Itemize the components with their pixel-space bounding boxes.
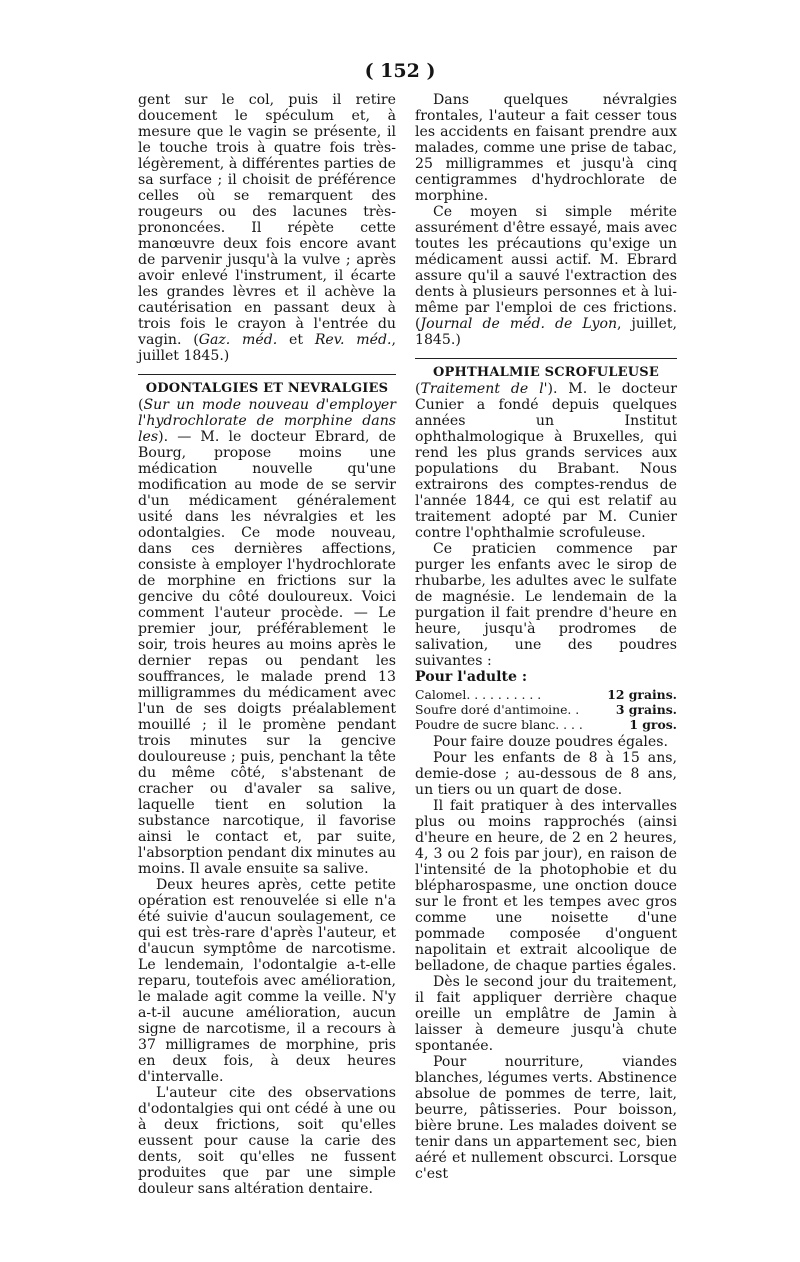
intro-text: gent sur le col, puis il retire doucement le spéculum et, à mesure que le vagin se présente, il le touche trois à quatre fois très-légèrement, à différentes parties de sa surface ; il choisit de préférence celles où se remarquent des rougeurs ou des lacunes très-prononcées. Il répète cette manœuvre deux fois encore avant de parvenir jusqu'à la vulve ; après avoir enlevé l'instrument, il écarte les grandes lèvres et il achève la cautérisation en passant deux à trois fois le crayon à l'entrée du vagin. (	[138, 92, 396, 348]
recipe-dose: 3 grains.	[615, 702, 677, 717]
intro-citation-2: Rev. méd.	[314, 332, 392, 348]
right-paragraph-2	[415, 204, 677, 348]
page-number: ( 152 )	[364, 60, 436, 82]
ophthalmie-paragraph-1	[415, 381, 677, 541]
intro-citation-joiner: et	[277, 332, 315, 348]
left-intro-paragraph	[138, 92, 396, 364]
recipe-ingredient: Poudre de sucre blanc. . . .	[415, 717, 583, 732]
odontalgies-paragraph-1	[138, 397, 396, 877]
recipe-dose: 1 gros.	[629, 717, 677, 732]
section-subtitle-ophthalmie: Traitement de l'	[420, 381, 548, 397]
subtitle-close: ).	[547, 381, 569, 397]
right-paragraph-2-text: Ce moyen si simple mérite assurément d'être essayé, mais avec toutes les précautions qu'exige un médicament aussi actif. M. Ebrard assure qu'il a sauvé l'extraction des dents à plusieurs personnes et à lui-même par l'emploi de ces frictions. (	[415, 204, 677, 332]
odontalgies-paragraph-2: Deux heures après, cette petite opération est renouvelée si elle n'a été suivie d'aucun soulagement, ce qui est très-rare d'après l'auteur, et d'aucun symptôme de narcotisme. Le lendemain, l'odontalgie a-t-elle reparu, toutefois avec amélioration, le malade agit comme la veille. N'y a-t-il aucune amélioration, aucun signe de narcotisme, il a recours à 37 milligrames de morphine, pris en deux fois, à deux heures d'intervalle.	[138, 877, 396, 1085]
ophthalmie-text: M. le docteur Cunier a fondé depuis quelques années un Institut ophthalmologique à Bruxelles, qui rend les plus grands services aux populations du Brabant. Nous extrairons des comptes-rendus de l'année 1844, ce qui est relatif au traitement adopté par M. Cunier contre l'ophthalmie scrofuleuse.	[415, 381, 677, 541]
recipe-list	[415, 687, 677, 732]
right-citation-end: , juillet, 1845.)	[415, 316, 677, 348]
intro-citation-end: , juillet 1845.)	[138, 332, 396, 364]
section-title-ophthalmie: OPHTHALMIE SCROFULEUSE	[415, 358, 677, 381]
left-column	[138, 92, 396, 1197]
recipe-item	[415, 702, 677, 717]
subtitle-open: (	[415, 381, 421, 397]
odontalgies-paragraph-3: L'auteur cite des observations d'odontalgies qui ont cédé à une ou à deux frictions, soit qu'elles eussent pour cause la carie des dents, soit qu'elles ne fussent produites que par une simple douleur sans altération dentaire.	[138, 1085, 396, 1197]
recipe-ingredient: Calomel. . . . . . . . . .	[415, 687, 542, 702]
section-title-odontalgies: ODONTALGIES ET NEVRALGIES	[138, 374, 396, 397]
right-citation: Journal de méd. de Lyon	[420, 316, 618, 332]
recipe-dose: 12 grains.	[607, 687, 677, 702]
ophthalmie-paragraph-5: Il fait pratiquer à des intervalles plus ou moins rapprochés (ainsi d'heure en heure, de 2 en 2 heures, 4, 3 ou 2 fois par jour), en raison de l'intensité de la photophobie et du blépharospasme, une onction douce sur le front et les tempes avec gros comme une noisette d'une pommade composée d'onguent napolitain et extrait alcoolique de belladone, de chaque parties égales.	[415, 798, 677, 974]
recipe-title: Pour l'adulte :	[415, 669, 528, 685]
section-subtitle-odontalgies: Sur un mode nouveau d'employer l'hydrochlorate de morphine dans les	[138, 397, 396, 445]
ophthalmie-paragraph-4: Pour les enfants de 8 à 15 ans, demie-dose ; au-dessous de 8 ans, un tiers ou un quart de dose.	[415, 750, 677, 798]
recipe-item	[415, 687, 677, 702]
intro-citation: Gaz. méd.	[198, 332, 278, 348]
recipe-ingredient: Soufre doré d'antimoine. .	[415, 702, 580, 717]
right-column	[415, 92, 677, 1182]
recipe-item	[415, 717, 677, 732]
right-paragraph-1: Dans quelques névralgies frontales, l'auteur a fait cesser tous les accidents en faisant prendre aux malades, comme une prise de tabac, 25 milligrammes et jusqu'à cinq centigrammes d'hydrochlorate de morphine.	[415, 92, 677, 204]
subtitle-open: (	[138, 397, 144, 413]
ophthalmie-paragraph-3: Pour faire douze poudres égales.	[433, 734, 668, 750]
ophthalmie-paragraph-7: Pour nourriture, viandes blanches, légumes verts. Abstinence absolue de pommes de terre, lait, beurre, pâtisseries. Pour boisson, bière brune. Les malades doivent se tenir dans un appartement sec, bien aéré et nullement obscurci. Lorsque c'est	[415, 1054, 677, 1182]
ophthalmie-paragraph-6: Dès le second jour du traitement, il fait appliquer derrière chaque oreille un emplâtre de Jamin à laisser à demeure jusqu'à chute spontanée.	[415, 974, 677, 1054]
ophthalmie-paragraph-2: Ce praticien commence par purger les enfants avec le sirop de rhubarbe, les adultes avec le sulfate de magnésie. Le lendemain de la purgation il fait prendre d'heure en heure, jusqu'à prodromes de salivation, une des poudres suivantes :	[415, 541, 677, 669]
odontalgies-text: — M. le docteur Ebrard, de Bourg, propose moins une médication nouvelle qu'une modification au mode de se servir d'un médicament généralement usité dans les névralgies et les odontalgies. Ce mode nouveau, dans ces dernières affections, consiste à employer l'hydrochlorate de morphine en frictions sur la gencive du côté douloureux. Voici comment l'auteur procède. — Le premier jour, préférablement le soir, trois heures au moins après le dernier repas ou pendant les souffrances, le malade prend 13 milligrammes du médicament avec l'un de ses doigts préalablement mouillé ; il le promène pendant trois minutes sur la gencive douloureuse ; puis, penchant la tête du même côté, s'abstenant de cracher ou d'avaler sa salive, laquelle tient en solution la substance narcotique, il favorise ainsi le contact et, par suite, l'absorption pendant dix minutes au moins. Il avale ensuite sa salive.	[138, 429, 396, 877]
subtitle-close: ).	[158, 429, 169, 445]
